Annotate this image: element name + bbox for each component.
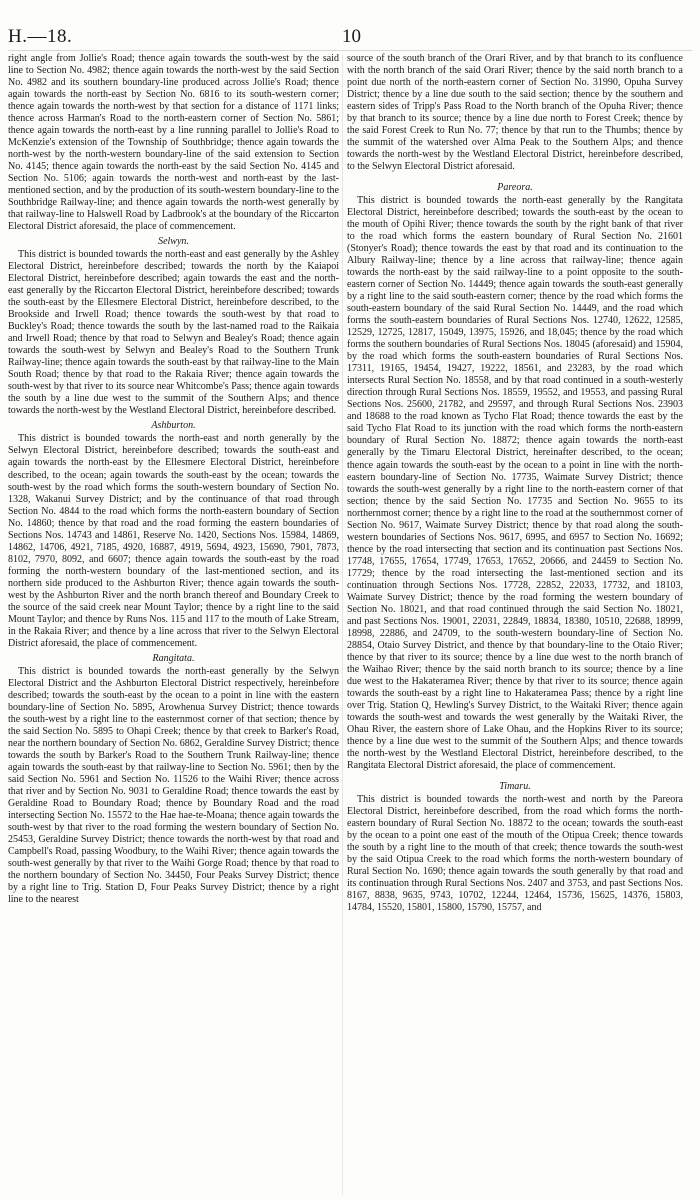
heading-selwyn: Selwyn. bbox=[158, 236, 189, 248]
page-number: 10 bbox=[342, 26, 361, 47]
document-reference: H.—18. bbox=[8, 26, 73, 47]
heading-rangitata: Rangitata. bbox=[152, 652, 195, 664]
header-rule bbox=[8, 50, 692, 51]
paragraph-rangitata: This district is bounded towards the north-east generally by the Selwyn Electoral District and the Ashburton Electoral District respectively, hereinbefore described; towards the south-east by the ocean to a point in line with the eastern boundary-line of Section No. 5895, Arowhenua Survey District; thence towards the south-west by a right line to the easternmost corner of that section; thence by the said Section No. 5895 to Ohapi Creek; thence by that creek to Barker's Road, near the northern boundary of Section No. 6862, Geraldine Survey District; thence towards the south by Barker's Road to the Southern Trunk Railway-line; thence again towards the south-east by that railway-line to Section No. 5961; then by the said Section No. 5961 and Section No. 11526 to the Waihi River; thence across that river and by Section No. 9031 to Geraldine Road; thence towards the east by Geraldine Road to Boundary Road; thence by Boundary Road and the road intersecting Section No. 15572 to the Hae hae-te-Moana; thence again towards the south-west by that river to the road forming the western boundary of Section No. 25453, Geraldine Survey District; thence towards the north-west by that road and Campbell's Road, passing Woodbury, to the Waihi River; thence again towards the south-west generally by that river to the Waihi Gorge Road; thence by that road to the northern boundary of Section No. 34450, Four Peaks Survey District; thence by a right line to Trig. Station D, Four Peaks Survey District; thence by a right line to the nearest bbox=[8, 665, 339, 906]
page-header bbox=[8, 26, 692, 48]
left-column bbox=[8, 53, 339, 906]
heading-pareora: Pareora. bbox=[497, 182, 533, 194]
paragraph-rangitata-continued: source of the south branch of the Orari River, and by that branch to its confluence with the north branch of the said Orari River; thence by the said north branch to a point due north of the north-eastern corner of Section No. 31990, Opuha Survey District; thence by a line due south to the said section; thence by the southern and eastern sides of Tripp's Pass Road to the North branch of the Opuha River; thence by that branch to its source; thence by a line due north to Forest Creek; thence by the said Forest Creek to Run No. 77; thence by that run to the Thumbs; thence by the summit of the watershed over Alma Peak to the Southern Alps; and thence towards the north-west by the Westland Electoral District, hereinbefore described, to the Selwyn Electoral District aforesaid. bbox=[347, 53, 683, 173]
paragraph-selwyn: This district is bounded towards the north-east and east generally by the Ashley Electoral District, hereinbefore described; towards the north by the Kaiapoi Electoral District, hereinbefore described; again towards the east and the north-east generally by the Riccarton Electoral District, hereinbefore described; towards the south-east by the Ellesmere Electoral District, hereinbefore described, to the Brookside and Irwell Road; thence towards the south-west by that road to Buckley's Road; thence towards the south by the last-named road to the Raikaia and Irwell Road; thence by that road to Selwyn and Bealey's Road; thence again towards the south-west by Selwyn and Bealey's Road to the Southern Trunk Railway-line; thence again towards the south-east by that railway-line to the Main South Road; thence by that road to the Rakaia River; thence again towards the south-west by that river to its source near Whitcombe's Pass; thence again towards the south by a line due west to the summit of the Southern Alps; and thence towards the north-west by the Westland Electoral District, hereinbefore described. bbox=[8, 249, 339, 417]
column-divider bbox=[342, 55, 343, 1195]
paragraph-ashburton: This district is bounded towards the north-east and north generally by the Selwyn Electoral District, hereinbefore described; towards the south-east and again towards the north-east by the Ellesmere Electoral District, hereinbefore described, to the ocean; again towards the south-east by the ocean; towards the south-west by the road which forms the south-western boundary of Section No. 1328, Wakanui Survey District; and by the continuance of that road through Section No. 4844 to the road which forms the north-eastern boundary of Section No. 14860; thence by that road and the road forming the eastern boundaries of Sections Nos. 14743 and 14861, Reserve No. 1420, Sections Nos. 15984, 14869, 14862, 14706, 4921, 7185, 4920, 16887, 4919, 5694, 4923, 15690, 7901, 7873, 8102, 7970, 8092, and 6607; thence again towards the south-east by the road forming the north-western boundary of the last-mentioned section, and its northern side produced to the Ashburton River; thence again towards the south-west by the Ashburton River and the north branch thereof and Boundary Creek to the source of the said creek near Mount Taylor; thence by a right line to the said Mount Taylor; and thence by Runs Nos. 115 and 117 to the mouth of Lake Stream, in the Rakaia River; and thence by a line across that river to the Selwyn Electoral District aforesaid, the place of commencement. bbox=[8, 433, 339, 649]
paragraph-pareora: This district is bounded towards the north-east generally by the Rangitata Electoral District, hereinbefore described; towards the south-east by the ocean to the mouth of Opihi River; thence towards the south by the right bank of that river to the road which forms the eastern boundary of Rural Section No. 21601 (Stonyer's Road); thence towards the east by that road and its continuation to the Albury Railway-line; thence by a line across that railway-line; thence again towards the north-east by the said railway-line to a point opposite to the south-eastern corner of Section No. 14449; thence again towards the south-east generally by a right line to the said south-eastern corner; thence by the road which forms the south-eastern boundary of the said Rural Section No. 14449, and the road which forms the south-eastern boundaries of Rural Sections Nos. 12740, 12622, 12585, 12529, 12725, 12817, 15049, 13975, 15926, and 18,045; thence by the road which forms the southern boundaries of Rural Sections Nos. 18045 (aforesaid) and 15904, by the road which forms the south-eastern boundaries of Rural Sections Nos. 17311, 19165, 19454, 19427, 19222, 18561, and 23283, by the road which intersects Rural Section No. 18558, and by that road continued in a south-westerly direction through Rural Sections Nos. 18559, 19552, and 19553, and passing Rural Sections Nos. 25600, 21782, and 29597, and through Rural Sections Nos. 23903 and 18688 to the road known as Tycho Flat Road; thence towards the east by the said Tycho Flat Road to its junction with the road which forms the north-eastern boundary of Rural Section No. 18872; thence again towards the north-east generally by the Timaru Electoral District, hereinafter described, to the ocean; thence again towards the south-east by the ocean to a point in line with the north-eastern boundary-line of Section No. 17735, Waimate Survey District; thence towards the south-west generally by a right line to the north-eastern corner of that section; thence by the said Section No. 17735 and Section No. 9655 to its northernmost corner; thence by a right line to the road at the southernmost corner of Section No. 9617, Waimate Survey District; thence by that road along the south-western boundaries of Sections Nos. 9617, 6995, and 6957 to Section No. 16692; thence by the road intersecting that section and its continuation past Sections Nos. 17748, 17655, 17654, 17749, 17653, 17652, 20666, and 24459 to Section No. 17729; thence by the road intersecting the last-mentioned section and its continuation through Sections Nos. 17728, 22852, 22033, 17732, and 18103, Waimate Survey District; thence by the road forming the western boundary of Section No. 18021, and that road continued through the said Section No. 18021, and past Sections Nos. 19001, 22031, 22849, 18834, 18380, 10510, 22688, 18999, 18998, 22886, and 24709, to the south-western boundary-line of Section No. 28854, Otaio Survey District, and thence by that boundary-line to the Otaio River; thence by that river to its source; thence by a line due west to the north branch of the Waihao River; thence by the said north branch to its source; thence by a line due west to the Hakateramea River; thence by that river to its source; thence again towards the south-east by a right line to Hakateramea Pass; thence by a right line over Trig. Station Q, Hewling's Survey District, to the Waitaki River; thence again towards the south-west and towards the west generally by the Waitaki River, the Ohau River, the eastern shore of Lake Ohau, and the Hopkins River to its source; thence by a line due west to the summit of the Southern Alps; and thence towards the north-west by the Westland Electoral District, hereinbefore described, to the Rangitata Electoral District aforesaid, the place of commencement. bbox=[347, 195, 684, 771]
heading-timaru: Timaru. bbox=[499, 780, 531, 792]
right-column bbox=[347, 53, 683, 914]
heading-ashburton: Ashburton. bbox=[151, 420, 196, 432]
paragraph-intro-continued: right angle from Jollie's Road; thence again towards the south-west by the said line to Section No. 4982; thence again towards the north-west by the said Section No. 4982 and its southern boundary-line produced across Jollie's Road; thence again towards the north-east by Section No. 6816 to its south-western corner; thence again towards the north-west by that section for a distance of 1171 links; thence across Harman's Road to the north-eastern corner of Section No. 5861; thence again towards the north-east by a line running parallel to Jollie's Road to McKenzie's extension of the Township of Southbridge; thence again towards the north-west by the north-western boundary-line of the said extension to Section No. 4145; thence again towards the north-east by the said Section No. 4145 and Section No. 5106; again towards the north-west and north-east by the last-mentioned section, and by the production of its south-western boundary-line to the Southbridge Railway-line; and thence again towards the north-west generally by that railway-line to Halswell Road by Ladbrook's at the boundary of the Riccarton Electoral District aforesaid, the place of commencement. bbox=[8, 53, 339, 233]
paragraph-timaru: This district is bounded towards the north-west and north by the Pareora Electoral District, hereinbefore described, from the road which forms the north-eastern boundary of Rural Section No. 18872 to the ocean; towards the south-east by the ocean to a point one east of the mouth of the Otipua Creek; thence towards the south by a right line to the mouth of that creek; thence towards the south-west by the said Otipua Creek to the road which forms the north-western boundary of Rural Section No. 1690; thence again towards the south generally by that road and its continuation through Rural Sections Nos. 2407 and 3753, and past Sections Nos. 8167, 8838, 9635, 9743, 10702, 12244, 12464, 15736, 15625, 14376, 15803, 14784, 15520, 15801, 15800, 15790, 15757, and bbox=[347, 793, 683, 914]
